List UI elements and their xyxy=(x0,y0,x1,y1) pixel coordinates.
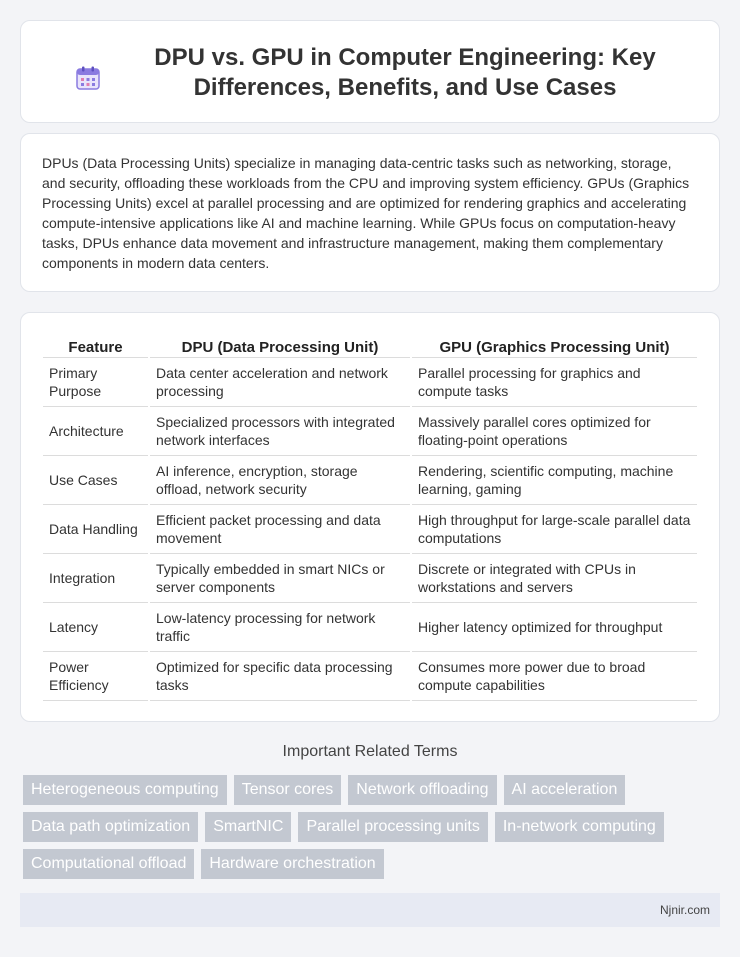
comparison-table xyxy=(41,331,699,701)
table-row xyxy=(43,603,697,652)
feature-cell: Architecture xyxy=(43,407,148,456)
calendar-icon xyxy=(75,65,101,91)
column-header-gpu: GPU (Graphics Processing Unit) xyxy=(412,331,697,358)
tag-tensor-cores[interactable]: Tensor cores xyxy=(234,775,342,805)
tag-ai-acceleration[interactable]: AI acceleration xyxy=(504,775,626,805)
feature-cell: Latency xyxy=(43,603,148,652)
gpu-cell: Higher latency optimized for throughput xyxy=(412,603,697,652)
title-card xyxy=(20,20,720,123)
intro-card xyxy=(20,133,720,292)
dpu-cell: Optimized for specific data processing tasks xyxy=(150,652,410,701)
tag-network-offloading[interactable]: Network offloading xyxy=(348,775,496,805)
gpu-cell: High throughput for large-scale parallel data computations xyxy=(412,505,697,554)
feature-cell: Primary Purpose xyxy=(43,358,148,407)
gpu-cell: Massively parallel cores optimized for floating-point operations xyxy=(412,407,697,456)
tag-data-path-optimization[interactable]: Data path optimization xyxy=(23,812,198,842)
tag-heterogeneous-computing[interactable]: Heterogeneous computing xyxy=(23,775,227,805)
related-terms-heading: Important Related Terms xyxy=(282,743,458,760)
dpu-cell: Efficient packet processing and data movement xyxy=(150,505,410,554)
dpu-cell: Specialized processors with integrated network interfaces xyxy=(150,407,410,456)
table-row xyxy=(43,554,697,603)
dpu-cell: Low-latency processing for network traffic xyxy=(150,603,410,652)
page-title: DPU vs. GPU in Computer Engineering: Key Differences, Benefits, and Use Cases xyxy=(154,44,656,101)
gpu-cell: Rendering, scientific computing, machine learning, gaming xyxy=(412,456,697,505)
tag-computational-offload[interactable]: Computational offload xyxy=(23,849,194,879)
footer-site-name: Njnir.com xyxy=(659,903,710,917)
tag-row xyxy=(23,812,683,842)
column-header-dpu: DPU (Data Processing Unit) xyxy=(150,331,410,358)
tag-row xyxy=(23,849,683,879)
feature-cell: Use Cases xyxy=(43,456,148,505)
tag-hardware-orchestration[interactable]: Hardware orchestration xyxy=(201,849,383,879)
table-row xyxy=(43,505,697,554)
tag-smartnic[interactable]: SmartNIC xyxy=(205,812,291,842)
dpu-cell: Typically embedded in smart NICs or server components xyxy=(150,554,410,603)
related-terms-list xyxy=(23,775,683,886)
table-row xyxy=(43,652,697,701)
table-row xyxy=(43,407,697,456)
gpu-cell: Parallel processing for graphics and compute tasks xyxy=(412,358,697,407)
feature-cell: Integration xyxy=(43,554,148,603)
gpu-cell: Discrete or integrated with CPUs in workstations and servers xyxy=(412,554,697,603)
gpu-cell: Consumes more power due to broad compute capabilities xyxy=(412,652,697,701)
table-row xyxy=(43,456,697,505)
footer xyxy=(20,893,720,927)
comparison-card xyxy=(20,312,720,722)
feature-cell: Power Efficiency xyxy=(43,652,148,701)
dpu-cell: AI inference, encryption, storage offload, network security xyxy=(150,456,410,505)
table-row xyxy=(43,358,697,407)
dpu-cell: Data center acceleration and network processing xyxy=(150,358,410,407)
table-header-row xyxy=(43,331,697,358)
tag-in-network-computing[interactable]: In-network computing xyxy=(495,812,664,842)
intro-paragraph: DPUs (Data Processing Units) specialize in managing data-centric tasks such as networking, storage, and security, offloading these workloads from the CPU and improving system efficiency. GPUs (Graphics Processing Units) excel at parallel processing and are optimized for rendering graphics and accelerating compute-intensive applications like AI and machine learning. While GPUs focus on computation-heavy tasks, DPUs enhance data movement and infrastructure management, making them complementary components in modern data centers. xyxy=(42,155,690,271)
tag-parallel-processing-units[interactable]: Parallel processing units xyxy=(298,812,487,842)
tag-row xyxy=(23,775,683,805)
column-header-feature: Feature xyxy=(43,331,148,358)
feature-cell: Data Handling xyxy=(43,505,148,554)
